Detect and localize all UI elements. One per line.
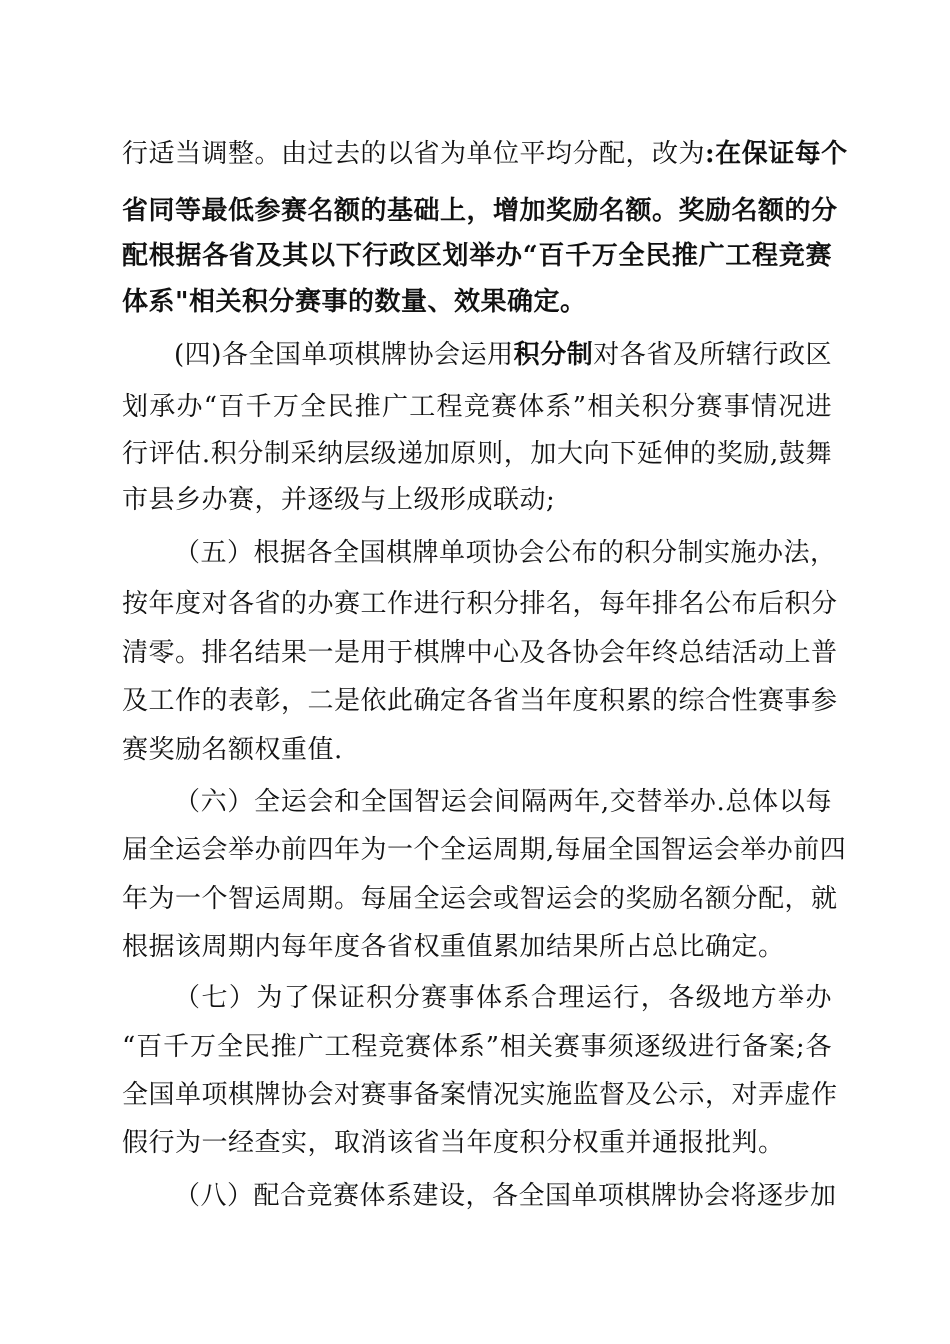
text-line-4 [122, 284, 832, 320]
bold-text-run: 省同等最低参赛名额的基础上，增加奖励名额。奖励名额的分 [122, 196, 838, 226]
text-run: 划承办“百千万全民推广工程竞赛体系”相关积分赛事情况进 [122, 392, 832, 422]
text-run: 按年度对各省的办赛工作进行积分排名，每年排名公布后积分 [122, 589, 838, 619]
text-run: 全国单项棋牌协会对赛事备案情况实施监督及公示，对弄虚作 [122, 1080, 838, 1110]
text-line-17 [122, 929, 832, 965]
text-run: 市县乡办赛，并逐级与上级形成联动; [122, 485, 556, 515]
text-run: 根据该周期内每年度各省权重值累加结果所占总比确定。 [122, 932, 785, 962]
text-line-3 [122, 238, 832, 274]
text-line-7 [122, 436, 832, 472]
bold-text-run: 积分制 [513, 340, 594, 370]
text-line-9 [174, 535, 837, 571]
text-line-6 [122, 389, 832, 425]
text-run: 及工作的表彰，二是依此确定各省当年度积累的综合性赛事参 [122, 686, 838, 716]
text-run: 对各省及所辖行政区 [593, 340, 832, 370]
text-line-12 [122, 683, 838, 719]
text-run: 行评估.积分制采纳层级递加原则，加大向下延伸的奖励,鼓舞 [122, 439, 832, 469]
text-line-16 [122, 881, 838, 917]
text-run: 赛奖励名额权重值. [122, 735, 343, 765]
text-run: （六）全运会和全国智运会间隔两年,交替举办.总体以每 [174, 787, 832, 817]
text-line-8 [122, 482, 832, 518]
text-line-2 [122, 193, 838, 229]
bold-text-run: :在保证每个 [705, 139, 848, 169]
text-run: 年为一个智运周期。每届全运会或智运会的奖励名额分配，就 [122, 884, 838, 914]
text-line-15 [122, 832, 847, 868]
text-line-18 [174, 980, 832, 1016]
bold-text-run: 体系"相关积分赛事的数量、效果确定。 [122, 287, 587, 317]
text-line-22 [174, 1178, 837, 1214]
text-line-11 [122, 635, 838, 671]
text-line-14 [174, 784, 832, 820]
text-line-13 [122, 732, 832, 768]
text-line-21 [122, 1125, 832, 1161]
text-run: （八）配合竞赛体系建设，各全国单项棋牌协会将逐步加 [174, 1181, 837, 1211]
text-run: 届全运会举办前四年为一个全运周期,每届全国智运会举办前四 [122, 835, 847, 865]
text-run: 假行为一经查实，取消该省当年度积分权重并通报批判。 [122, 1128, 785, 1158]
text-line-19 [122, 1029, 832, 1065]
text-line-20 [122, 1077, 838, 1113]
bold-text-run: 配根据各省及其以下行政区划举办“百千万全民推广工程竞赛 [122, 241, 832, 271]
text-run: （七）为了保证积分赛事体系合理运行，各级地方举办 [174, 983, 832, 1013]
text-run: 清零。排名结果一是用于棋牌中心及各协会年终总结活动上普 [122, 638, 838, 668]
text-run: “百千万全民推广工程竞赛体系”相关赛事须逐级进行备案;各 [122, 1032, 832, 1062]
text-line-5 [174, 337, 832, 373]
text-run: (四)各全国单项棋牌协会运用 [174, 340, 514, 370]
text-line-1 [122, 136, 848, 172]
text-run: 行适当调整。由过去的以省为单位平均分配，改为 [122, 139, 706, 169]
text-run: （五）根据各全国棋牌单项协会公布的积分制实施办法， [174, 538, 837, 568]
text-line-10 [122, 586, 838, 622]
